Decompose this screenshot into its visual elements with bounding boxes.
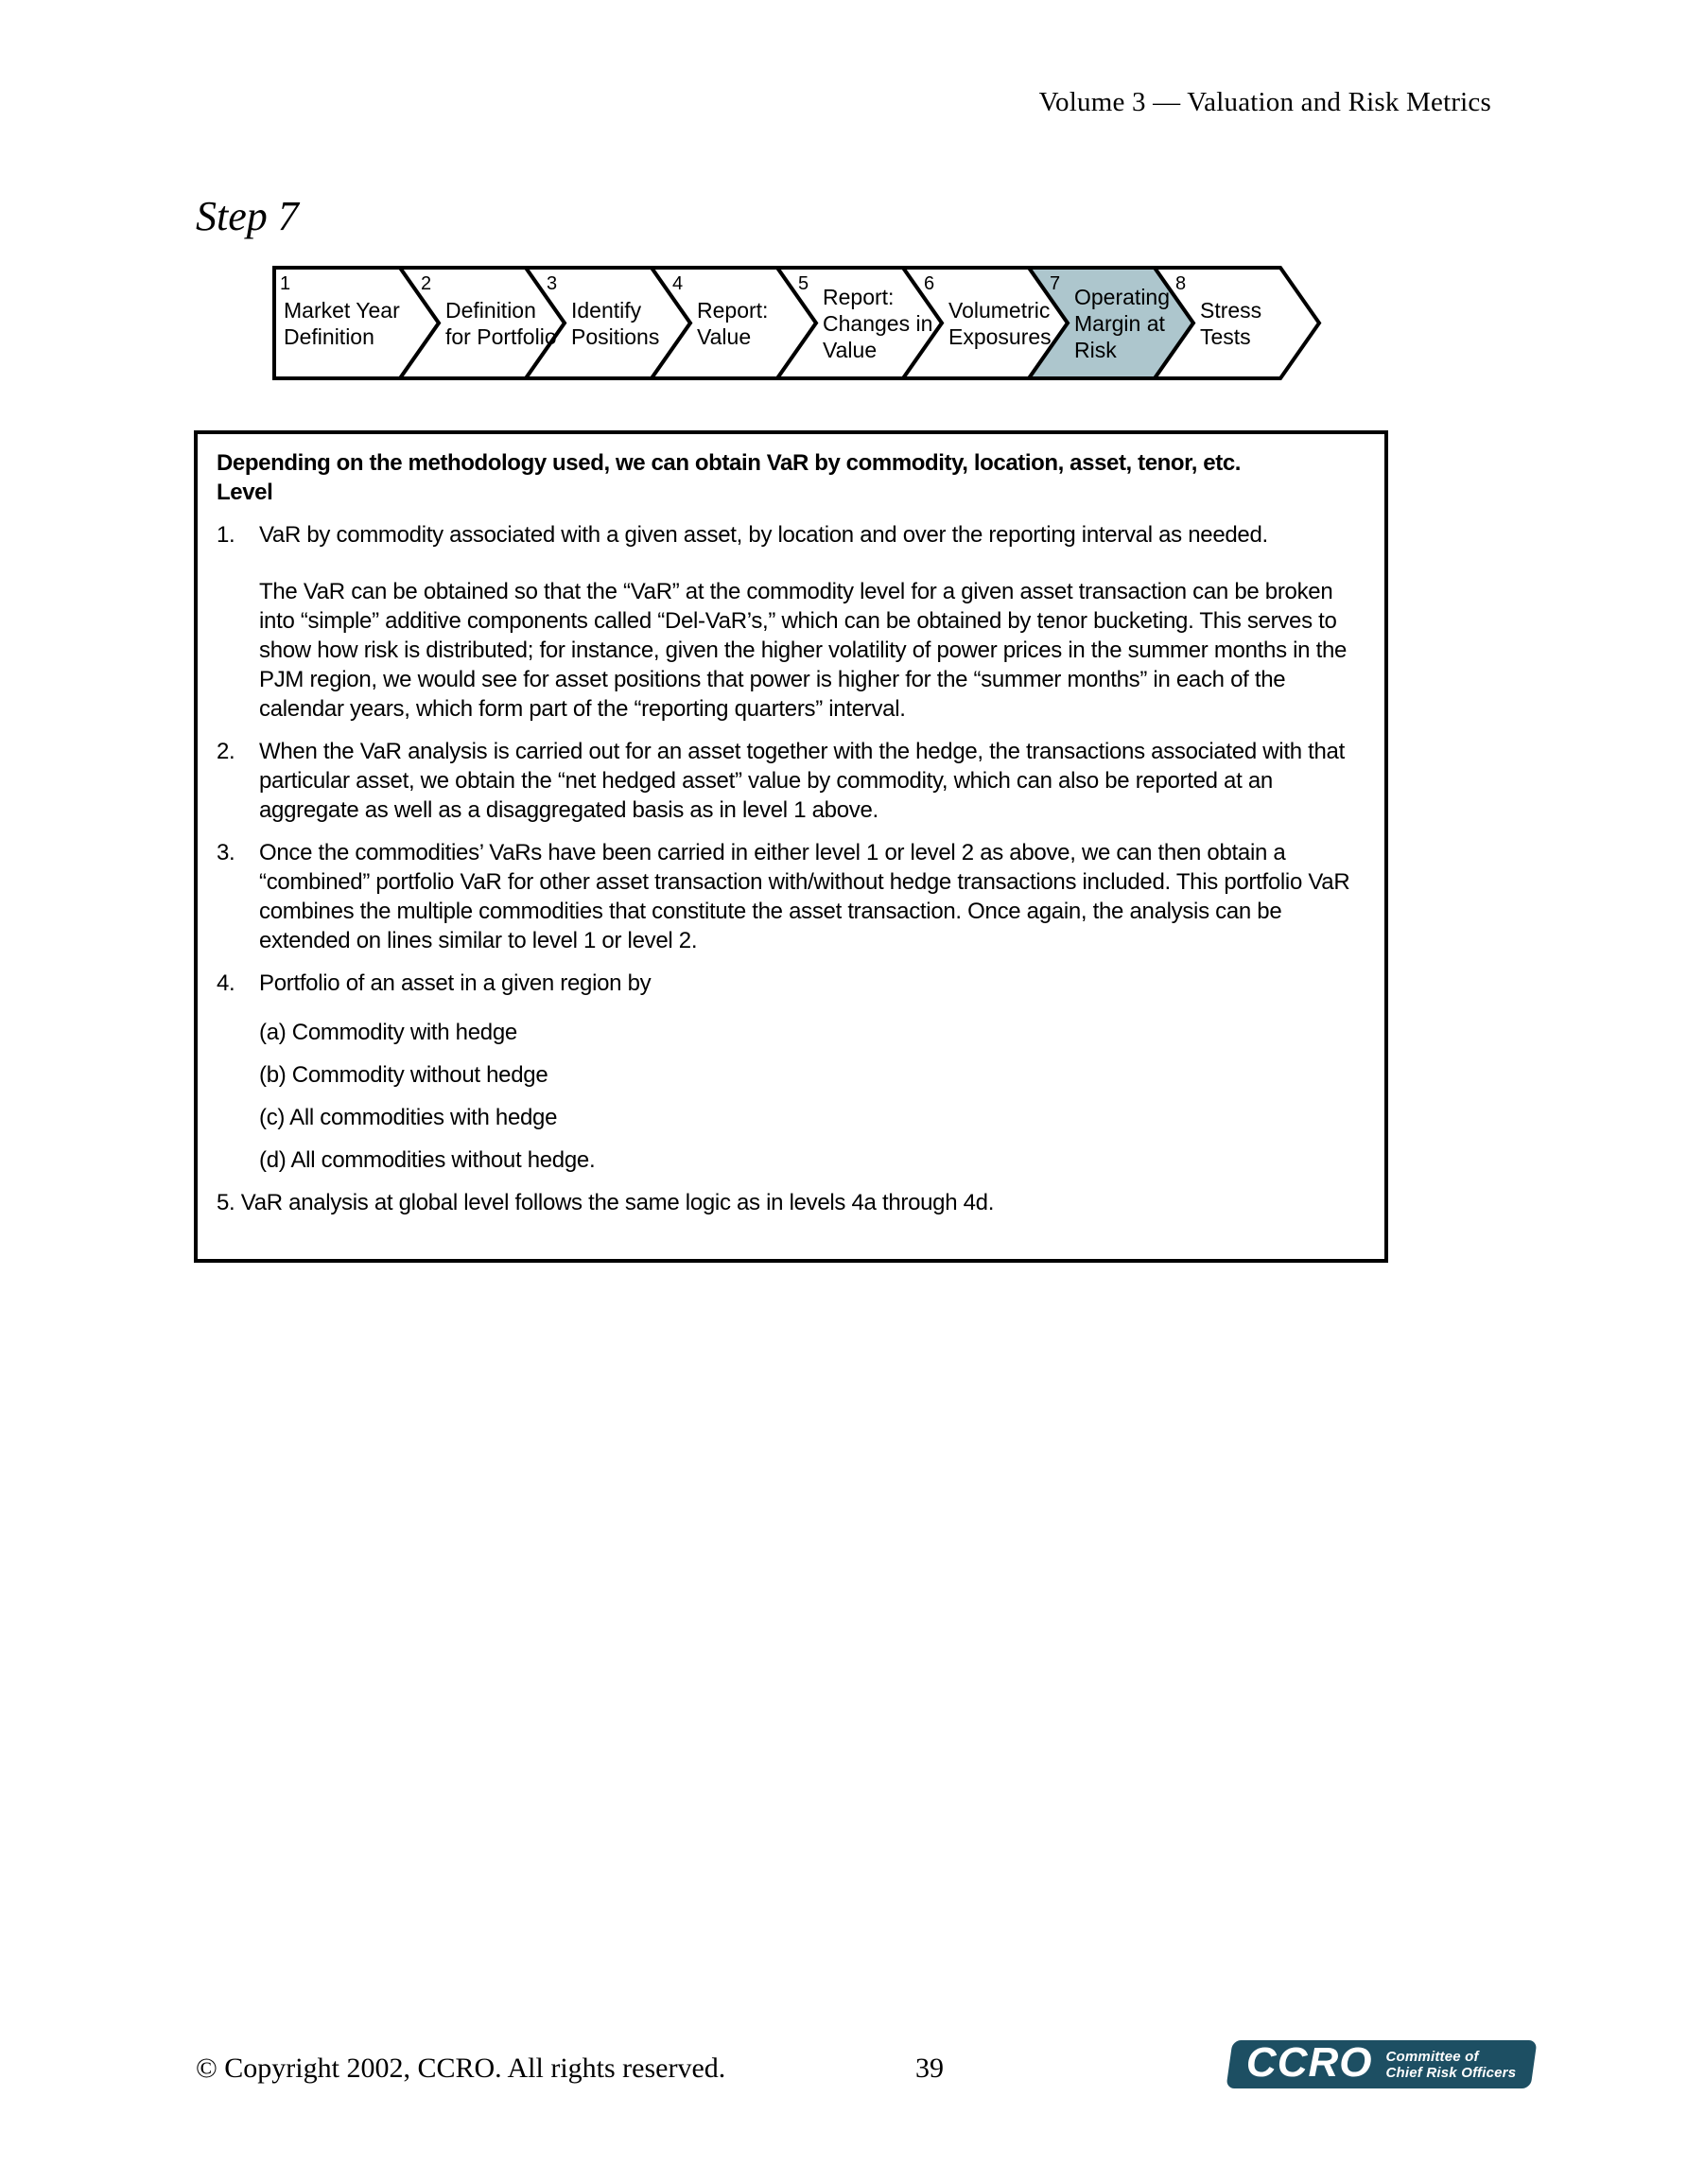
- list-item-text: When the VaR analysis is carried out for an asset together with the hedge, the transactions associated with that particular asset, we obtain the “net hedged asset” value by commodity, which can also be reported at an aggregate as well as a disaggregated basis as in level 1 above.: [259, 739, 1345, 823]
- page-header: Volume 3 — Valuation and Risk Metrics: [1038, 87, 1491, 117]
- flow-step-label: Report: Value: [697, 297, 769, 349]
- flow-step-number: 6: [924, 273, 935, 294]
- flow-step-6: [924, 268, 1060, 378]
- flow-step-3: [547, 268, 683, 378]
- flow-step-8: [1175, 268, 1312, 378]
- ccro-logo: [1226, 2040, 1537, 2088]
- list-item-text: Portfolio of an asset in a given region by: [259, 970, 652, 996]
- ccro-logo-inner: [1229, 2038, 1534, 2086]
- list-item-number: 4.: [217, 970, 235, 996]
- sub-item-b: (b) Commodity without hedge: [259, 1062, 548, 1088]
- box-title-line2: Level: [217, 480, 273, 505]
- logo-tagline-line1: Committee of: [1385, 2048, 1479, 2065]
- flow-step-5: [798, 268, 934, 378]
- flow-step-label: Definition for Portfolio: [445, 297, 557, 349]
- flow-step-number: 1: [280, 273, 291, 294]
- list-item-5: 5. VaR analysis at global level follows the same logic as in levels 4a through 4d.: [217, 1190, 995, 1215]
- list-item-4: [217, 969, 1367, 998]
- list-item-2: [217, 737, 1367, 825]
- flow-step-number: 5: [798, 273, 809, 294]
- flow-step-4: [672, 268, 809, 378]
- flow-step-label: Stress Tests: [1200, 297, 1262, 349]
- flow-step-number: 3: [547, 273, 558, 294]
- flow-step-7: [1050, 268, 1186, 378]
- box-title: [217, 448, 1367, 507]
- flow-step-number: 4: [672, 273, 684, 294]
- list-item-1: [217, 520, 1367, 550]
- footer-copyright: © Copyright 2002, CCRO. All rights reserved.: [196, 2053, 726, 2084]
- sub-item-c: (c) All commodities with hedge: [259, 1105, 558, 1130]
- flow-diagram: [272, 266, 1322, 380]
- list-item-1-paragraph: The VaR can be obtained so that the “VaR” at the commodity level for a given asset transaction can be broken into “simple” additive components called “Del-VaR’s,” which can be obtained by tenor bucketing. This serves to show how risk is distributed; for instance, given the higher volatility of power prices in the summer months in the PJM region, we would see for asset positions that power is higher for the “summer months” in each of the calendar years, which form part of the “reporting quarters” interval.: [259, 579, 1348, 722]
- list-item-number: 3.: [217, 840, 235, 865]
- list-item-number: 1.: [217, 522, 235, 548]
- content-box: [194, 430, 1388, 1263]
- box-title-line1: Depending on the methodology used, we can obtain VaR by commodity, location, asset, tenor, etc.: [217, 450, 1242, 476]
- flow-step-label: Volumetric Exposures: [948, 297, 1052, 349]
- list-item-3: [217, 838, 1367, 955]
- sub-item-d: (d) All commodities without hedge.: [259, 1147, 596, 1173]
- flow-step-number: 7: [1050, 273, 1061, 294]
- page-number: 39: [915, 2053, 944, 2084]
- flow-step-2: [421, 268, 557, 378]
- flow-step-label: Report: Changes in Value: [823, 284, 933, 362]
- logo-tagline-line2: Chief Risk Officers: [1385, 2064, 1517, 2081]
- list-item-text: VaR by commodity associated with a given asset, by location and over the reporting interval as needed.: [259, 522, 1268, 548]
- flow-step-label: Operating Margin at Risk: [1074, 284, 1171, 362]
- flow-step-number: 8: [1175, 273, 1187, 294]
- flow-step-number: 2: [421, 273, 432, 294]
- flow-step-label: Identify Positions: [571, 297, 660, 349]
- list-item-text: Once the commodities’ VaRs have been carried in either level 1 or level 2 as above, we can then obtain a “combined” portfolio VaR for other asset transaction with/without hedge transactions included. This portfolio VaR combines the multiple commodities that constitute the asset transaction. Once again, the analysis can be extended on lines similar to level 1 or level 2.: [259, 840, 1350, 953]
- flow-step-label: Market Year Definition: [284, 297, 400, 349]
- list-item-number: 2.: [217, 739, 235, 764]
- logo-wordmark: CCRO: [1246, 2038, 1373, 2086]
- step-title: Step 7: [196, 193, 299, 239]
- logo-tagline: [1386, 2049, 1517, 2081]
- sub-item-a: (a) Commodity with hedge: [259, 1020, 517, 1045]
- flow-step-1: [280, 268, 401, 378]
